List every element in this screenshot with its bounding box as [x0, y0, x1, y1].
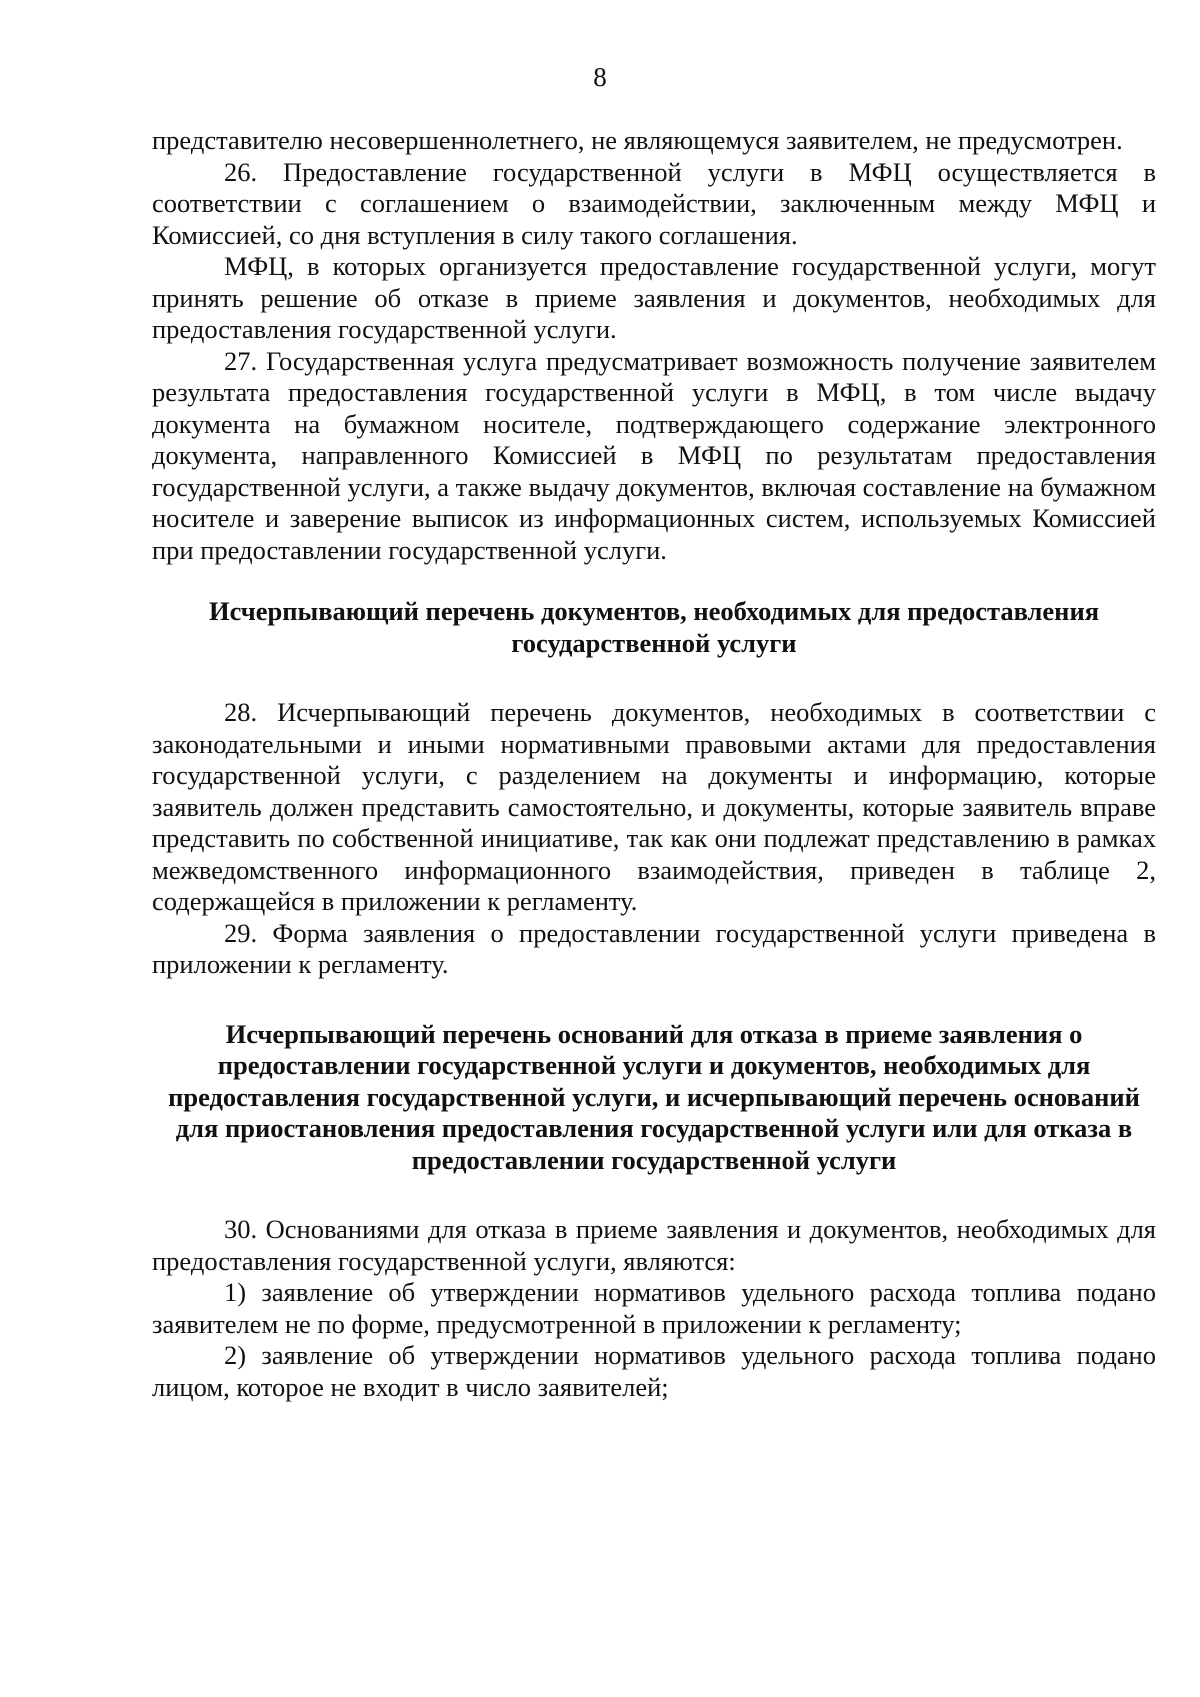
paragraph-28: 28. Исчерпывающий перечень документов, необходимых в соответствии с законодательными и иными нормативными правовыми актами для предоставления государственной услуги, с разделением на документы и информацию, которые заявитель должен представить самостоятельно, и документы, которые заявитель вправе представить по собственной инициативе, так как они подлежат представлению в рамках межведомственного информационного взаимодействия, приведен в таблице 2, содержащейся в приложении к регламенту. [152, 697, 1156, 916]
page-number: 8 [593, 62, 607, 92]
document-body [152, 125, 1156, 1403]
paragraph-mfc-refusal: МФЦ, в которых организуется предоставление государственной услуги, могут принять решение об отказе в приеме заявления и документов, необходимых для предоставления государственной услуги. [152, 251, 1156, 344]
list-item-2: 2) заявление об утверждении нормативов удельного расхода топлива подано лицом, которое не входит в число заявителей; [152, 1340, 1156, 1402]
list-item-1: 1) заявление об утверждении нормативов удельного расхода топлива подано заявителем не по форме, предусмотренной в приложении к регламенту; [152, 1277, 1156, 1339]
paragraph-30: 30. Основаниями для отказа в приеме заявления и документов, необходимых для предоставления государственной услуги, являются: [152, 1214, 1156, 1276]
paragraph-27: 27. Государственная услуга предусматривает возможность получение заявителем результата предоставления государственной услуги в МФЦ, в том числе выдачу документа на бумажном носителе, подтверждающего содержание электронного документа, направленного Комиссией в МФЦ по результатам предоставления государственной услуги, а также выдачу документов, включая составление на бумажном носителе и заверение выписок из информационных систем, используемых Комиссией при предоставлении государственной услуги. [152, 345, 1156, 565]
paragraph-29: 29. Форма заявления о предоставлении государственной услуги приведена в приложении к регламенту. [152, 917, 1156, 979]
paragraph-26: 26. Предоставление государственной услуги в МФЦ осуществляется в соответствии с соглашением о взаимодействии, заключенным между МФЦ и Комиссией, со дня вступления в силу такого соглашения. [152, 156, 1156, 250]
paragraph-continuation: представителю несовершеннолетнего, не являющемуся заявителем, не предусмотрен. [152, 125, 1123, 155]
section-heading-refusal-grounds: Исчерпывающий перечень оснований для отказа в приеме заявления о предоставлении государственной услуги и документов, необходимых для предоставления государственной услуги, и исчерпывающий перечень оснований для приостановления предоставления государственной услуги или для отказа в предоставлении государственной услуги [168, 1018, 1140, 1175]
section-heading-documents: Исчерпывающий перечень документов, необходимых для предоставления государственной услуги [208, 596, 1100, 658]
